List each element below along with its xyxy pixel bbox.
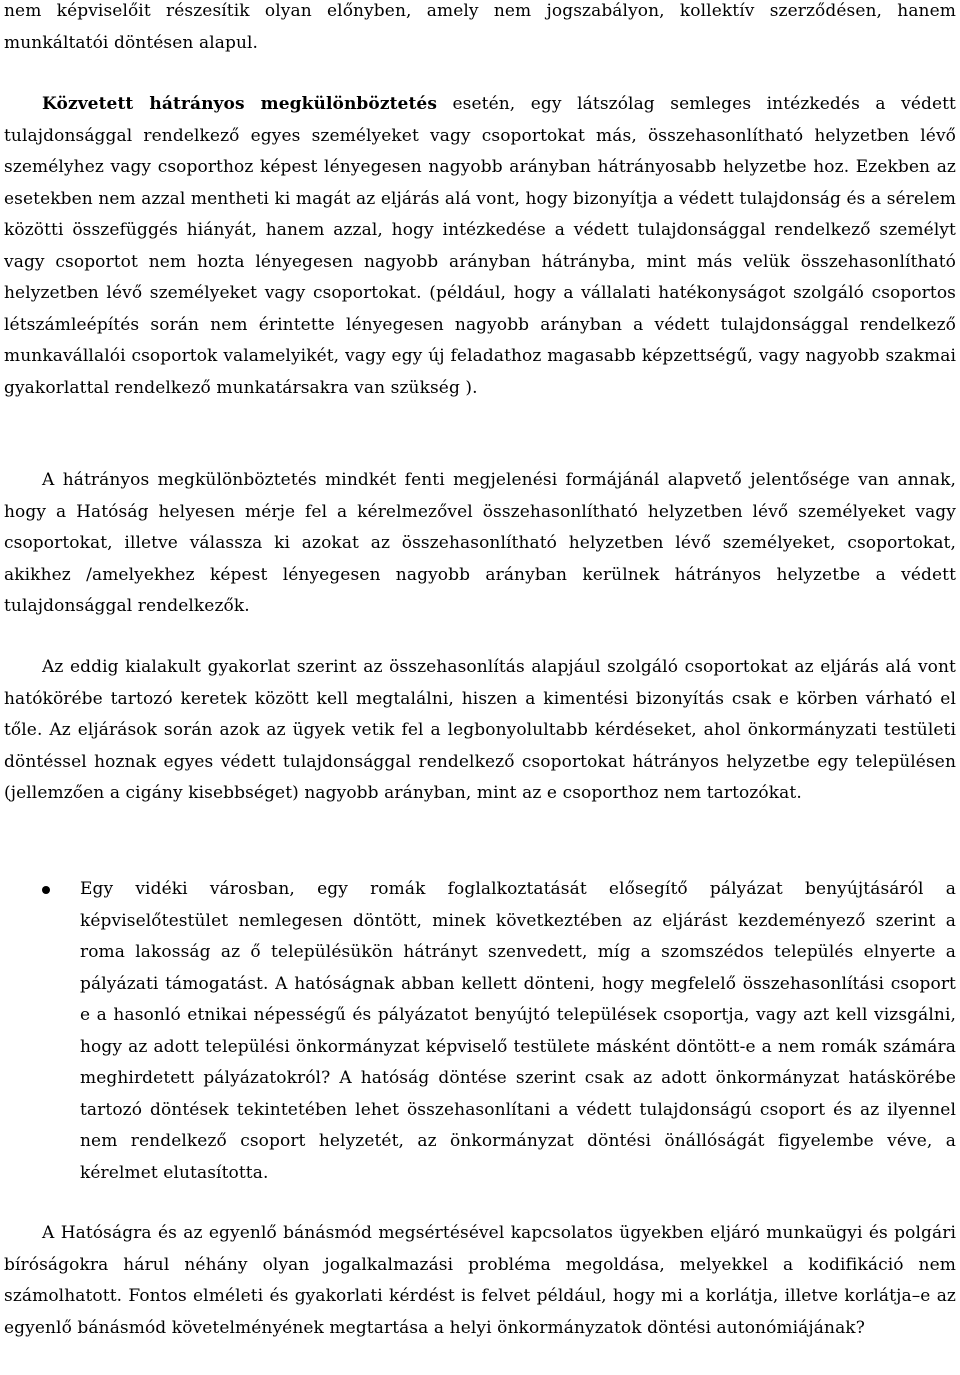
paragraph-lead-in: Közvetett hátrányos megkülönböztetés (42, 94, 437, 114)
paragraph-body: esetén, egy látszólag semleges intézkedés a védett tulajdonsággal rendelkező egyes személyeket vagy csoportokat más, összehasonlítható helyzetben lévő személyhez vagy csoporthoz képest lényegesen nagyobb arányban hátrányosabb helyzetbe hoz. Ezekben az esetekben nem azzal mentheti ki magát az eljárás alá vont, hogy bizonyítja a védett tulajdonság és a sérelem közötti összefüggés hiányát, hanem azzal, hogy intézkedése a védett tulajdonsággal rendelkező személyt vagy csoportot nem hozta lényegesen nagyobb arányban hátrányba, mint más velük összehasonlítható helyzetben lévő személyeket vagy csoportokat. (például, hogy a vállalati hatékonyságot szolgáló csoportos létszámleépítés során nem érintette lényegesen nagyobb arányban a védett tulajdonsággal rendelkező munkavállalói csoportok valamelyikét, vagy egy új feladathoz magasabb képzettségű, vagy nagyobb szakmai gyakorlattal rendelkező munkatársakra van szükség ). (4, 94, 956, 398)
paragraph-continuation: nem képviselőit részesítik olyan előnyben, amely nem jogszabályon, kollektív szerződésen, hanem munkáltatói döntésen alapul. (4, 1, 956, 53)
bullet-item-case: Egy vidéki városban, egy romák foglalkoztatását elősegítő pályázat benyújtásáról a képviselőtestület nemlegesen döntött, minek következtében az eljárást kezdeményező szerint a roma lakosság az ő településükön hátrányt szenvedett, míg a szomszédos település elnyerte a pályázati támogatást. A hatóságnak abban kellett dönteni, hogy megfelelő összehasonlítási csoport e a hasonló etnikai népességű és pályázatot benyújtó települések csoportja, vagy azt kell vizsgálni, hogy az adott települési önkormányzat képviselő testülete másként döntött-e a nem romák számára meghirdetett pályázatokról? A hatóság döntése szerint csak az adott önkormányzat hatáskörébe tartozó döntések tekintetében lehet összehasonlítani a védett tulajdonságú csoport és az ilyennel nem rendelkező csoport helyzetét, az önkormányzat döntési önállóságát figyelembe véve, a kérelmet elutasította. (80, 879, 956, 1183)
paragraph-practice: Az eddig kialakult gyakorlat szerint az összehasonlítás alapjául szolgáló csoportokat az eljárás alá vont hatókörébe tartozó keretek között kell megtalálni, hiszen a kimentési bizonyítás csak e körben várható el tőle. Az eljárások során azok az ügyek vetik fel a legbonyolultabb kérdéseket, ahol önkormányzati testületi döntéssel hoznak egyes védett tulajdonsággal rendelkező csoportokat hátrányos helyzetbe egy településen (jellemzően a cigány kisebbséget) nagyobb arányban, mint az e csoporthoz nem tartozókat. (4, 657, 956, 803)
paragraph-comparison: A hátrányos megkülönböztetés mindkét fenti megjelenési formájánál alapvető jelentősége van annak, hogy a Hatóság helyesen mérje fel a kérelmezővel összehasonlítható helyzetben lévő személyeket vagy csoportokat, illetve válassza ki azokat az összehasonlítható helyzetben lévő személyeket, csoportokat, akikhez /amelyekhez képest lényegesen nagyobb arányban kerülnek hátrányos helyzetbe a védett tulajdonsággal rendelkezők. (4, 470, 956, 616)
bullet-icon (42, 886, 50, 894)
paragraph-autonomy: A Hatóságra és az egyenlő bánásmód megsértésével kapcsolatos ügyekben eljáró munkaügyi és polgári bíróságokra hárul néhány olyan jogalkalmazási probléma megoldása, melyekkel a kodifikáció nem számolhatott. Fontos elméleti és gyakorlati kérdést is felvet például, hogy mi a korlátja, illetve korlátja–e az egyenlő bánásmód követelményének megtartása a helyi önkormányzatok döntési autonómiájának? (4, 1223, 956, 1338)
paragraph-indirect-discrimination (4, 89, 956, 404)
